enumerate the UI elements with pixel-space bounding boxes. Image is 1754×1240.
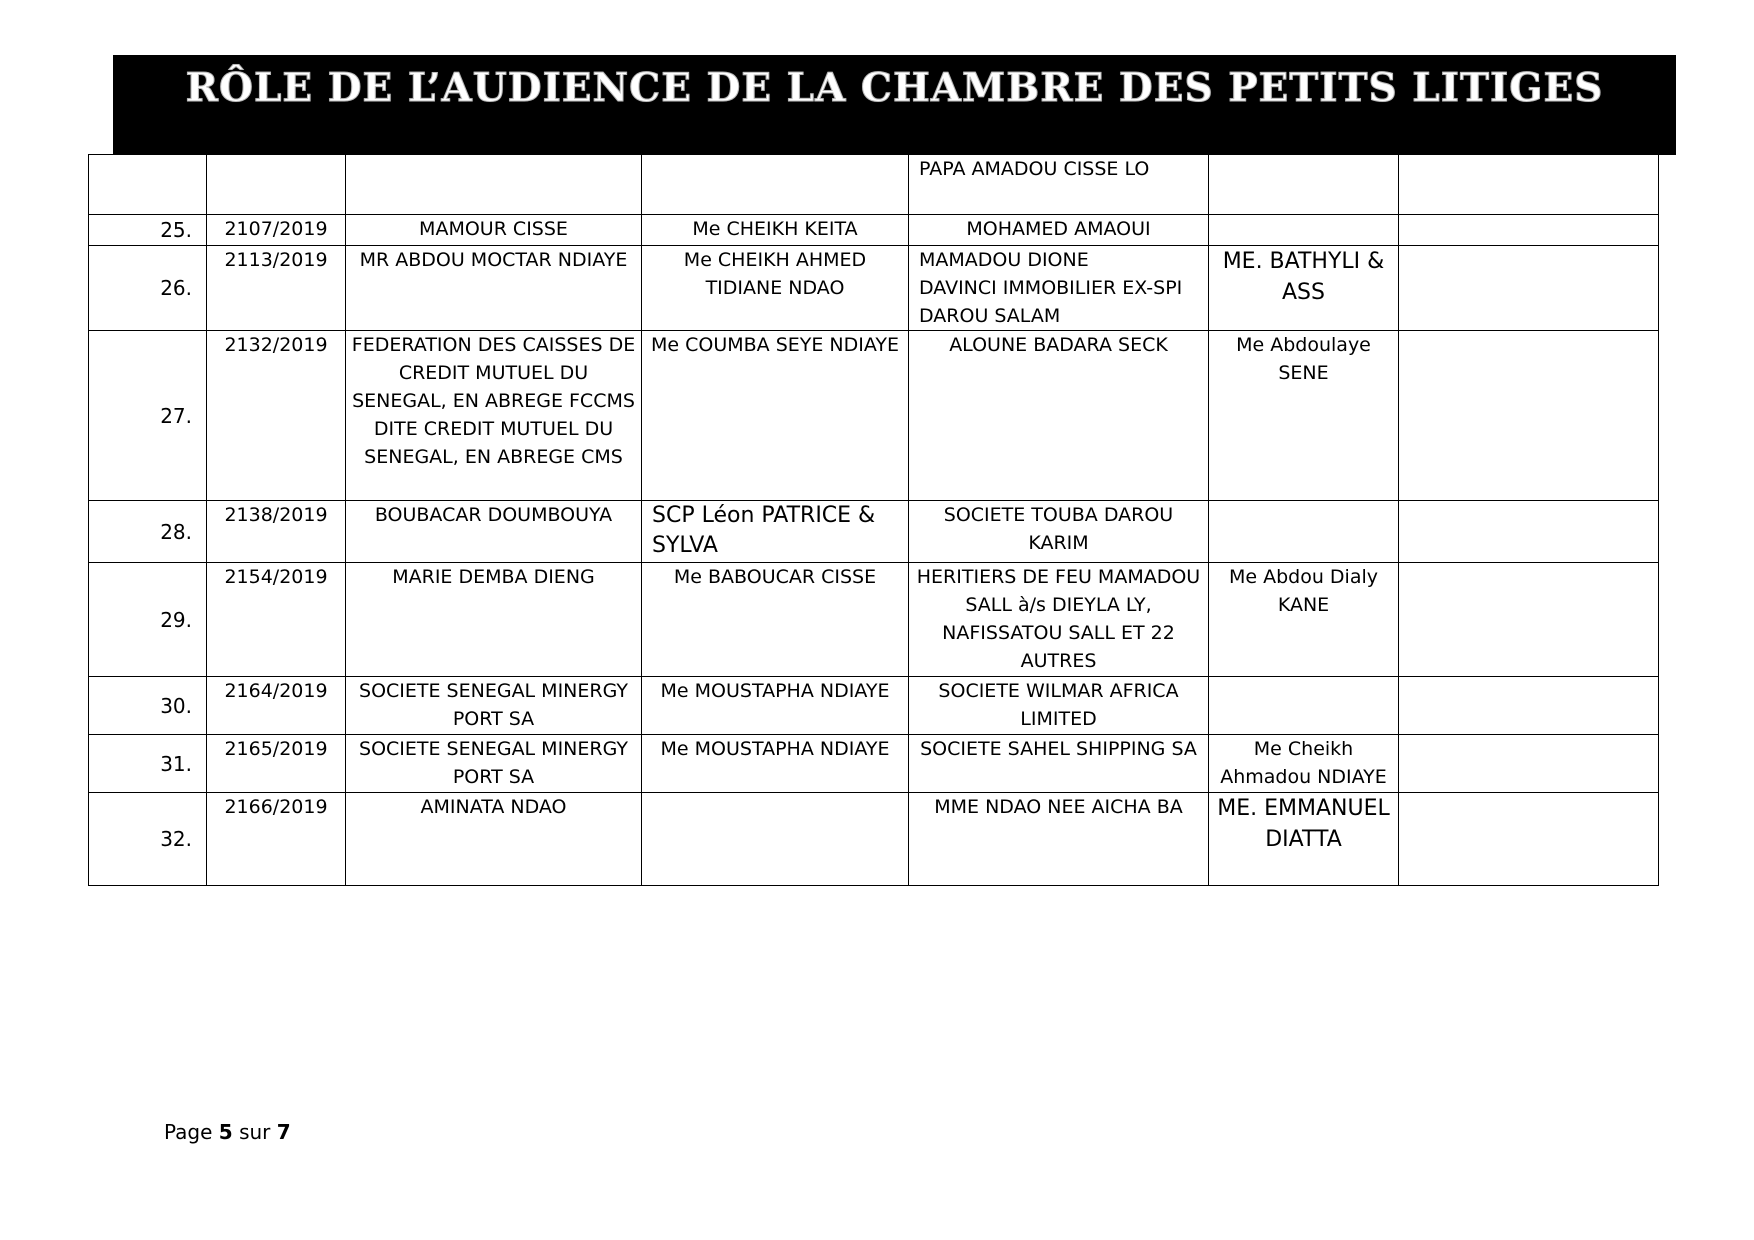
case-reference: 2107/2019: [207, 215, 346, 246]
decision: [1399, 331, 1659, 501]
decision: [1399, 155, 1659, 215]
defendant-lawyer: [1209, 677, 1399, 735]
case-reference: 2164/2019: [207, 677, 346, 735]
case-number: 29.: [89, 563, 207, 677]
defendant-lawyer: ME. BATHYLI & ASS: [1209, 246, 1399, 331]
plaintiff: MARIE DEMBA DIENG: [346, 563, 642, 677]
defendant: SOCIETE TOUBA DAROU KARIM: [909, 501, 1209, 563]
plaintiff: SOCIETE SENEGAL MINERGY PORT SA: [346, 677, 642, 735]
plaintiff-lawyer: Me CHEIKH AHMED TIDIANE NDAO: [642, 246, 909, 331]
case-reference: 2166/2019: [207, 793, 346, 886]
of-label: sur: [239, 1120, 271, 1144]
hearing-roll-table: [88, 154, 1659, 886]
decision: [1399, 735, 1659, 793]
total-pages: 7: [276, 1120, 291, 1144]
decision: [1399, 501, 1659, 563]
table-row: [89, 246, 1659, 331]
plaintiff: SOCIETE SENEGAL MINERGY PORT SA: [346, 735, 642, 793]
defendant-lawyer: Me Cheikh Ahmadou NDIAYE: [1209, 735, 1399, 793]
defendant-lawyer: [1209, 215, 1399, 246]
defendant: PAPA AMADOU CISSE LO: [909, 155, 1209, 215]
case-number: 32.: [89, 793, 207, 886]
decision: [1399, 563, 1659, 677]
table-row: [89, 563, 1659, 677]
table-row: [89, 735, 1659, 793]
defendant-lawyer: Me Abdou Dialy KANE: [1209, 563, 1399, 677]
plaintiff-lawyer: Me BABOUCAR CISSE: [642, 563, 909, 677]
plaintiff-lawyer: Me CHEIKH KEITA: [642, 215, 909, 246]
case-number: 25.: [89, 215, 207, 246]
plaintiff-lawyer: [642, 793, 909, 886]
defendant: MAMADOU DIONE DAVINCI IMMOBILIER EX-SPI DAROU SALAM: [909, 246, 1209, 331]
plaintiff-lawyer: SCP Léon PATRICE & SYLVA: [642, 501, 909, 563]
table-row: [89, 215, 1659, 246]
defendant: MOHAMED AMAOUI: [909, 215, 1209, 246]
table-row: [89, 501, 1659, 563]
case-reference: 2165/2019: [207, 735, 346, 793]
table-row: [89, 155, 1659, 215]
plaintiff-lawyer: Me MOUSTAPHA NDIAYE: [642, 677, 909, 735]
defendant-lawyer: [1209, 501, 1399, 563]
decision: [1399, 246, 1659, 331]
case-reference: 2132/2019: [207, 331, 346, 501]
plaintiff-lawyer: Me MOUSTAPHA NDIAYE: [642, 735, 909, 793]
defendant: MME NDAO NEE AICHA BA: [909, 793, 1209, 886]
case-number: 31.: [89, 735, 207, 793]
decision: [1399, 793, 1659, 886]
case-number: 27.: [89, 331, 207, 501]
title-banner: [113, 55, 1676, 155]
plaintiff: [346, 155, 642, 215]
table-row: [89, 793, 1659, 886]
plaintiff: AMINATA NDAO: [346, 793, 642, 886]
table-row: [89, 677, 1659, 735]
case-number: 28.: [89, 501, 207, 563]
page-footer: [164, 1120, 291, 1144]
defendant-lawyer: [1209, 155, 1399, 215]
page-title: RÔLE DE L’AUDIENCE DE LA CHAMBRE DES PETITS LITIGES: [185, 65, 1604, 111]
plaintiff: BOUBACAR DOUMBOUYA: [346, 501, 642, 563]
defendant: HERITIERS DE FEU MAMADOU SALL à/s DIEYLA LY, NAFISSATOU SALL ET 22 AUTRES: [909, 563, 1209, 677]
plaintiff: MAMOUR CISSE: [346, 215, 642, 246]
case-reference: [207, 155, 346, 215]
case-reference: 2113/2019: [207, 246, 346, 331]
case-number: 26.: [89, 246, 207, 331]
table-row: [89, 331, 1659, 501]
plaintiff: MR ABDOU MOCTAR NDIAYE: [346, 246, 642, 331]
plaintiff-lawyer: [642, 155, 909, 215]
decision: [1399, 677, 1659, 735]
defendant: ALOUNE BADARA SECK: [909, 331, 1209, 501]
decision: [1399, 215, 1659, 246]
defendant-lawyer: ME. EMMANUEL DIATTA: [1209, 793, 1399, 886]
case-number: 30.: [89, 677, 207, 735]
plaintiff-lawyer: Me COUMBA SEYE NDIAYE: [642, 331, 909, 501]
case-reference: 2154/2019: [207, 563, 346, 677]
defendant-lawyer: Me Abdoulaye SENE: [1209, 331, 1399, 501]
page-label: Page: [164, 1120, 213, 1144]
page-number: 5: [218, 1120, 233, 1144]
case-reference: 2138/2019: [207, 501, 346, 563]
defendant: SOCIETE SAHEL SHIPPING SA: [909, 735, 1209, 793]
case-number: [89, 155, 207, 215]
defendant: SOCIETE WILMAR AFRICA LIMITED: [909, 677, 1209, 735]
plaintiff: FEDERATION DES CAISSES DE CREDIT MUTUEL DU SENEGAL, EN ABREGE FCCMS DITE CREDIT MUTUEL DU SENEGAL, EN ABREGE CMS: [346, 331, 642, 501]
